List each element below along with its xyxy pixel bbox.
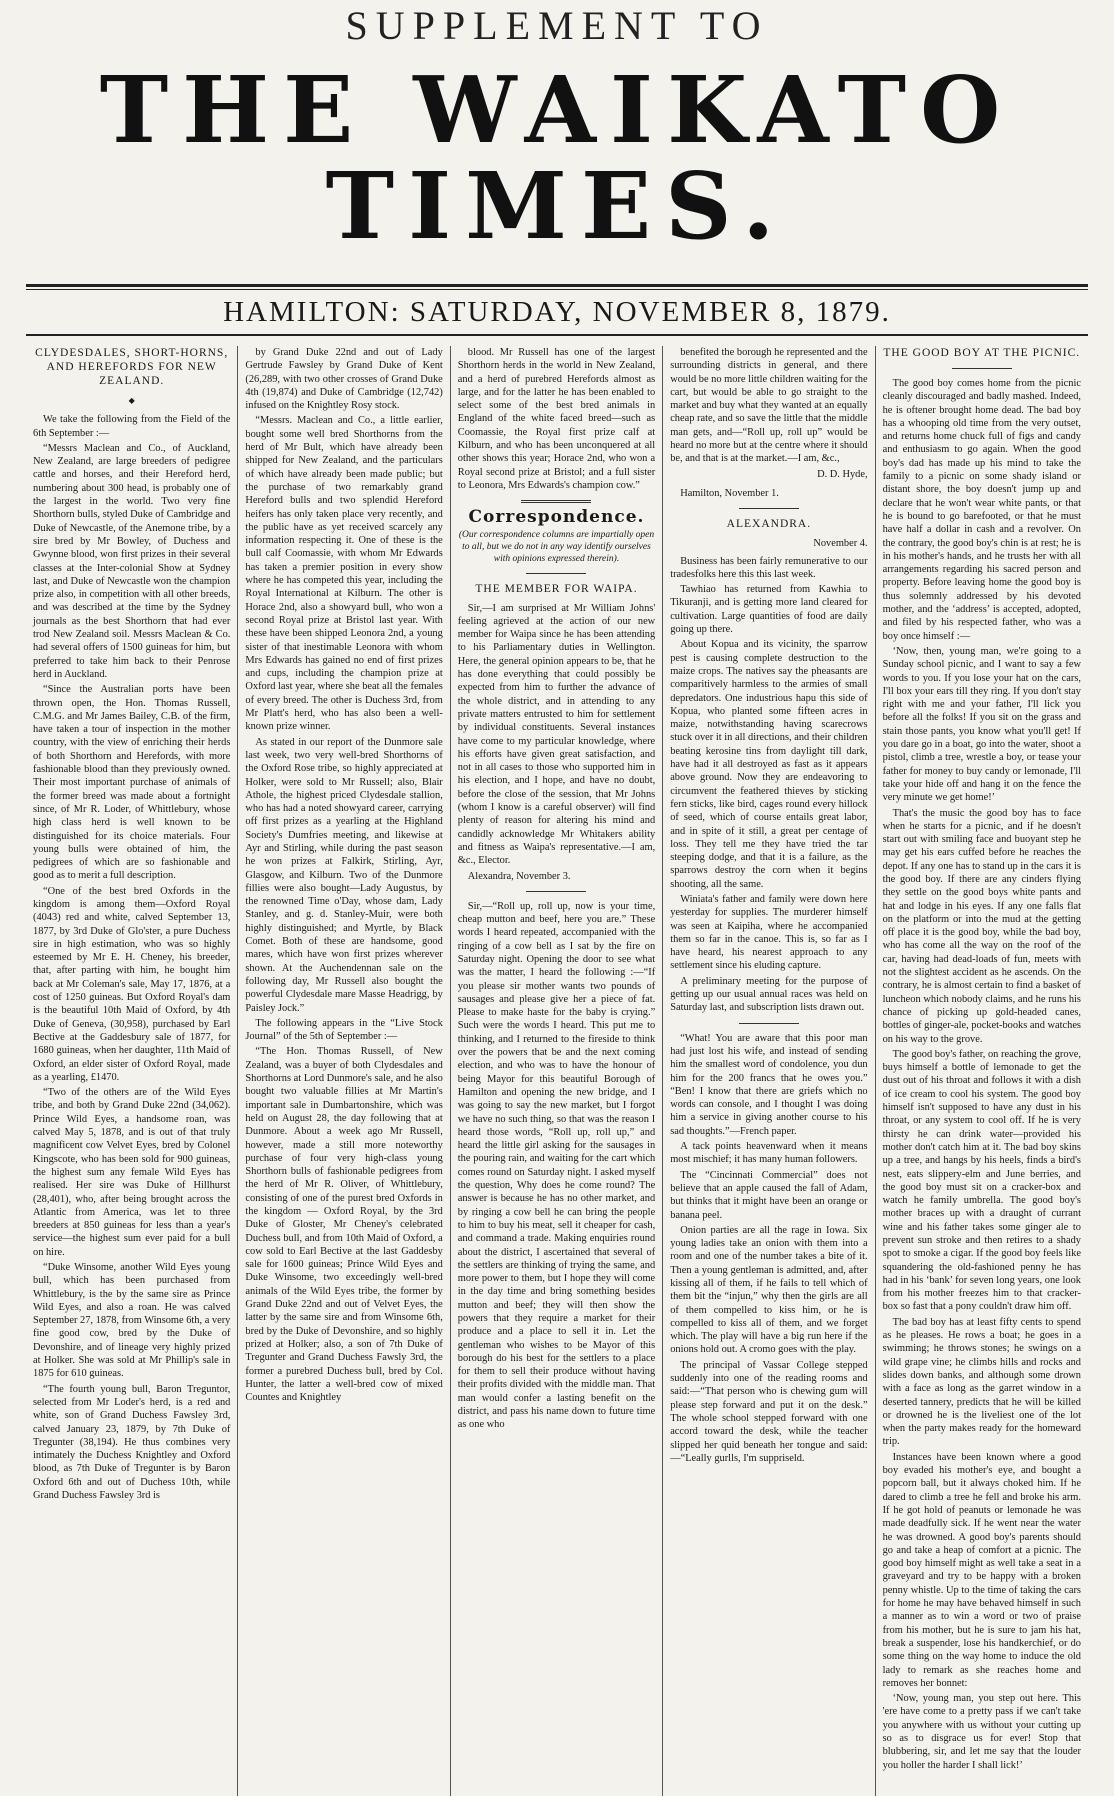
divider: [739, 508, 799, 509]
column-1: [26, 346, 238, 1796]
paragraph: benefited the borough he represented and the surrounding districts in general, and there would be no more little children waiting for the cart, but would be able to go straight to the market and buy what they wanted at an equally cheap rate, and so save the little that the middle man gets, and—“Roll up, roll up” would be heard no more but at the centre where it should be, and that is at the market.—I am, &c.,: [670, 347, 868, 465]
paragraph: As stated in our report of the Dunmore sale last week, two very well-bred Shorthorns of the Oxford Rose tribe, so highly appreciated at Holker, were sold to Mr Russell; also, Blair Athole, the highest priced Clydesdale stallion, who has had a noted showyard career, carrying off first prizes as a yearling at the Highland Society's Dumfries meeting, and likewise at Ayr and Stirling, while during the past season he won prizes at Falkirk, Stirling, Ayr, Glasgow, and Kilburn. Two of the Dunmore fillies were also bought—Lady Augustus, by the renowned Time o'Day, whose dam, Lady Stanley, and g. d. Stanley-Muir, were both highly distinguished; and Myrtle, by Black Comet. Both of these are handsome, good mares, which have won first prizes wherever shown. At the Auchendennan sale on the following day, Mr Russell also bought the powerful Clydesdale mare Masse Headrigg, by Paisley Jock.”: [245, 736, 443, 1014]
masthead-rule: [26, 284, 1088, 287]
section-title: Correspondence.: [468, 507, 645, 528]
col3-body-top: [458, 346, 655, 492]
masthead-title: THE WAIKATO TIMES.: [99, 56, 1015, 260]
letter-body: [458, 602, 655, 883]
paragraph: Sir,—“Roll up, roll up, now is your time, cheap mutton and beef, here you are.” These words I heard repeated, accompanied with the ringing of a cow bell as I sat by the fire on Saturday night. Opening the door to see what was the matter, I heard the following :—“If you please sir mother wants two pounds of sausages and please give her a piece of fat. Please to make haste for the baby is crying.” Such were the words I heard. This put me to thinking, and I returned to the fireside to think over the powers that be and the next coming election, and who was to have the honour of being Mayor for this beautiful Borough of Hamilton and opening the new bridge, and I was going to say the new market, but I forgot we have no such thing, so that was the reason I heard those words, “Roll up, roll up,” and heard the little girl asking for the sausages in the pouring rain, and waiting for the cart which comes round on Saturday night. I asked myself the question, Why does he come round? The answer is because he has no other market, and by ringing a cow bell he can bring the people to him to buy his meat, sell it cheaper for cash, and command a trade. Making enquiries round about the district, I ascertained that several of the settlers are thinking of trying the same, and more power to them, but I hope they will come in the day time and bring something besides mutton and beef; they will then show the powers that they require a market for their produce and a place to sell it in. Let the gentleman who wishes to be Mayor of this borough do his best for the settlers to a place for them to sell their produce without having their profits divided with the middle man. That man would confer a lasting benefit on the district, and pass his name down to future time as one who: [457, 900, 656, 1431]
col4-body-top: [670, 346, 867, 466]
divider: [952, 368, 1012, 369]
paragraph: We take the following from the Field of the 6th September :—: [33, 414, 231, 439]
column-5: [876, 346, 1088, 1796]
paragraph: “What! You are aware that this poor man had just lost his wife, and instead of sending him the smallest word of condolence, you dun him for the 200 francs that he owes you.” “Ben! I know that there are griefs which no words can console, and I thought I was doing him a service in giving another course to his sad thoughts.”—French paper.: [670, 1032, 868, 1137]
paragraph: The good boy comes home from the picnic cleanly discouraged and badly mashed. Indeed, he is oftener brought home dead. The bad boy has a whooping old time from the very outset, and returns home chuck full of figs and candy and enthusiasm to go again. When the good boy's dad has made up his mind to take the family to a picnic on some shady island or distant shore, the boy doesn't jump up and declare that he won't wear white pants, or that he is bound to go barefooted, or that he must have half a dollar in cash and a revolver. On the contrary, the good boy's chin is at rest; he is in his mother's hands, and he trusts her with all arrangements regarding his sacred person and property. Before leaving home the good boy is thus solemnly addressed by his devoted mother, and the ‘address’ is accepted, adopted, and filed by his respected father, who was a boy once himself :—: [882, 378, 1081, 642]
paragraph: A preliminary meeting for the purpose of getting up our usual annual races was held on Saturday last, and subscription lists drawn out.: [670, 975, 868, 1014]
diamond-ornament-icon: ◆: [128, 396, 135, 405]
col5-body: [883, 377, 1081, 1772]
paragraph: ‘Now, young man, you step out here. This 'ere have come to a pretty pass if we can't take you anywhere with us without your cutting up so as to disgrace us for ever! Stop that blubbering, sir, and let me say that the louder you holler the harder I shall lick!’: [882, 1693, 1081, 1771]
col4-body-bottom: [670, 1032, 867, 1466]
paragraph: Winiata's father and family were down here yesterday for supplies. The murderer himself was seen at Kaipiha, where he accompanied them so far in the canoe. This is, so far as I have heard, his nearest approach to any settlement since his eluding capture.: [670, 893, 868, 972]
paragraph: “One of the best bred Oxfords in the kingdom is among them—Oxford Royal (4043) red and white, calved September 13, 1877, by 3rd Duke of Glo'ster, a pure Duchess sire in high estimation, who was so highly esteemed by Mr E. H. Cheney, his breeder, that, after parting with him, he bought him back at Mr Coleman's sale, May 17, 1876, at a cost of 1250 guineas. But Oxford Royal's dam is the beautiful 10th Maid of Oxford, by 4th Duke of Geneva, (30,958), purchased by Earl Bective at the Gaddesbury sale of 1877, for 1680 guineas, when her daughter, 11th Maid of Oxford, an elder sister of Oxford Royal, made as a yearling, £1470.: [33, 885, 231, 1083]
divider: [739, 1023, 799, 1024]
paragraph: “Messrs Maclean and Co., of Auckland, New Zealand, are large breeders of pedigree cattle and horses, and their Hereford herd, numbering about 300 head, is probably one of the largest in the world. Two very fine Shorthorn bulls, styled Duke of Cambridge and Duke of Newcastle, of the Anemone tribe, by a sire bred by Mr Bowley, of Duchess and Gwynne blood, won first prizes in their several classes at the Inter-colonial Show at Sydney last, and Duke of Newcastle won the champion prize also, in competition with all other breeds, and was described at the time by the Sydney journals as the best Shorthorn that had ever trod New Zealand soil. Messrs Maclean & Co. had several offers of 1500 guineas for him, but preferred to take him back to their Penrose herd in Auckland.: [33, 442, 231, 680]
paragraph: Alexandra, November 3.: [467, 870, 571, 882]
letter-heading: THE MEMBER FOR WAIPA.: [475, 582, 638, 595]
paragraph: The good boy's father, on reaching the grove, buys himself a bottle of lemonade to get the dust out of his throat and follows it with a dish of ice cream to cool his system. The good boy himself isn't supposed to have any dust in his throat, or any system to cool off. If he is very thirsty he can drink water—provided his mother don't catch him at it. The bad boy skins up a tree, and hangs by his heels, finds a bird's nest, eats slippery-elm and June berries, and the good boy must sit on a cracker-box and watch he family umbrella. The good boy's mother braces up with a draught of currant wine and his father takes some ginger ale to prevent sun stroke and then retires to a shady spot to smoke a cigar. If the good boy feels like squandering the old-fashioned penny he has had in his ‘bank’ for seven long years, one look from his mother freezes him to that cracker-box so fast that a pony couldn't draw him off.: [882, 1048, 1081, 1313]
dateline: HAMILTON: SATURDAY, NOVEMBER 8, 1879.: [223, 296, 891, 328]
masthead-rule-thin: [26, 289, 1088, 290]
paragraph: The following appears in the “Live Stock Journal” of the 5th of September :—: [245, 1017, 443, 1043]
article-heading: THE GOOD BOY AT THE PICNIC.: [883, 347, 1081, 359]
divider: [526, 891, 586, 892]
paragraph: “The Hon. Thomas Russell, of New Zealand, was a buyer of both Clydesdales and Shorthorns at Lord Dunmore's sale, and he also bought two valuable fillies at Mr Martin's important sale in Dumbartonshire, which was held on August 28, the day following that at Dunmore. About a week ago Mr Russell, however, made a still more noteworthy purchase of four very high-class young Shorthorn bulls of fashionable pedigrees from the herd of Mr R. Oliver, of Whittlebury, consisting of one of the purest bred Oxfords in the kingdom — Oxford Royal, by the 3rd Duke of Gloster, Mr Cheney's celebrated Duchess bull, and from 10th Maid of Oxford, a cow sold to Earl Bective at the last Gaddesby sale for 1600 guineas; Prince Wild Eyes and Duke Winsome, two exceedingly well-bred animals of the Wild Eyes tribe, the former by Grand Duke 22nd and out of Velvet Eyes, the latter by the same sire and from Winsome 6th, bred by the Duke of Devonshire, and so highly prized at Holker; also, a son of 7th Duke of Tregunter and Grand Duchess Fawsly 3rd, the former a purebred Duchess bull, bred by Col. Hunter, the latter a well-bred cow of mixed Countes and Knightley: [245, 1046, 443, 1404]
dateline-rule: [26, 334, 1088, 336]
section-note: (Our correspondence columns are impartially open to all, but we do not in any way identify ourselves with opinions expressed therein).: [458, 529, 655, 564]
col4-body-mid: [670, 555, 867, 1015]
sign-place: Hamilton, November 1.: [680, 487, 779, 499]
paragraph: ‘Now, then, young man, we're going to a Sunday school picnic, and I want to say a few words to you. If you lose your hat on the cars, I'll box your ears till they ring. If you don't stay right with me and your father, I'll lick you before all the folks! If you sit on the grass and stain those pants, you know what you'll get! If you dare go in a boat, go into the water, shoot a pistol, climb a tree, wrestle a boy, or tease your father for money to buy candy or lemonade, I'll take your hide off and hang it on the fence the very minute we get home!’: [882, 645, 1081, 804]
column-4: [663, 346, 875, 1796]
paragraph: “Duke Winsome, another Wild Eyes young bull, which has been purchased from Whittlebury, is the by the same sire as Prince Wild Eyes, and also a roan. He was calved September 27, 1878, from Winsome 6th, a very fine good cow, bred by the Duke of Devonshire, and of lineage very highly prized at Holker. She was sold at Mr Phillip's sale in 1875 for 610 guineas.: [33, 1262, 231, 1380]
col1-body: [33, 413, 230, 1502]
paragraph: “Two of the others are of the Wild Eyes tribe, and both by Grand Duke 22nd (34,062). Prince Wild Eyes, a handsome roan, was calved May 5, 1878, and is out of that truly magnificent cow Velvet Eyes, bred by Colonel Kingscote, who has been sold for 900 guineas, the highest sum any female Wild Eyes has realised. Her sire was Duke of Hillhurst (28,401), who, after being brought across the Atlantic from America, was let to three breeders at 850 guineas for less than a year's service—the highest sum ever paid for a bull on hire.: [33, 1087, 231, 1258]
paragraph: A tack points heavenward when it means most mischief; it has many human followers.: [670, 1141, 868, 1166]
article-heading: CLYDESDALES, SHORT-HORNS, AND HEREFORDS FOR NEW ZEALAND.: [35, 347, 229, 387]
column-3: [451, 346, 663, 1796]
divider: [526, 573, 586, 574]
paragraph: Tawhiao has returned from Kawhia to Tikuranji, and is getting more land cleared for cultivation. Large quantities of food are daily going up there.: [670, 584, 868, 636]
paragraph: The bad boy has at least fifty cents to spend as he pleases. He rows a boat; he goes in a swimming; he throws stones; he swings on a wild grape vine; he climbs hills and rocks and slides down banks, and although some drown with a face as long as the garret window in a deserted tannery, predicts that he will be killed or drowned he is the liveliest one of the lot when the party makes ready for the homeward trip.: [882, 1316, 1081, 1448]
paragraph: The “Cincinnati Commercial” does not believe that an apple caused the fall of Adam, but thinks that it might have been an orange or banana peel.: [670, 1169, 868, 1221]
column-2: [238, 346, 450, 1796]
paragraph: That's the music the good boy has to face when he starts for a picnic, and if he doesn't start out with smiling face and buoyant step he may get his ears cuffed before he reaches the depot. If any one has to stand up in the cars it is the good boy. If there are any cinders flying they settle on the good boys white pants and hat and lodge in his eyes. If any one falls flat on the platform or into the mud at the getting off place it is the good boy, while the bad boy, who has come all the way on the roof of the car, having had dead-loads of fun, meets with not the slightest accident as he ascends. On the contrary, he is almost certain to find a basket of luncheon which nobody claims, and he runs his chance of picking up gold-headed canes, bottles of ginger-ale, pocket-books and watches on his way to the grove.: [882, 807, 1081, 1045]
section-heading: ALEXANDRA.: [726, 518, 812, 531]
paragraph: Instances have been known where a good boy evaded his mother's eye, and bought a popcorn ball, but it always choked him. If he dared to climb a tree he fell and broke his arm. If he got hold of peanuts or lemonade he was made deadfully sick. If he went near the water he was drowned. A good boy's parents should go and take a heap of comfort at a picnic. The good boy himself might as well take a seat in a graveyard and try to be happy with a broken penny whistle. Up to the time of taking the cars for home he may have behaved himself in such a manner as to win a word or two of praise from his mother, but he is sure to jam his hat, break a suspender, lose his handkerchief, or do some thing on the way home to induce the old lady to remark as she reaches home and removes her bonnet:: [882, 1451, 1081, 1689]
signature: D. D. Hyde,: [817, 468, 868, 480]
article-columns: [26, 346, 1088, 1796]
paragraph: blood. Mr Russell has one of the largest Shorthorn herds in the world in New Zealand, and a herd of purebred Herefords almost as large, and for the latter he has been enabled to select some of the best bred animals in England of the white faced breed—such as Coomassie, the Royal first prize calf at Kilburn, and who has been unconquered at all other shows this year; Horace 2nd, who won a Royal second prize at Bristol; and a full sister to Leonora, Mrs Edwards's champion cow.”: [457, 347, 656, 491]
paragraph: “Since the Australian ports have been thrown open, the Hon. Thomas Russell, C.M.G. and Mr James Bailey, C.B. of the firm, have taken a tour of inspection in the mother country, with the view of enriching their herds of both Shorthorn and Herefords, with more fashionable blood than they previously owned. Their most important purchase of animals of the former breed was made about a fortnight since, of Mr R. Loder, of Whittlebury, whose high class herd is well known to be distinguished for its choice materials. Four young bulls were obtained of him, the pedigrees of which are so fashionable and good as to merit a full description.: [33, 684, 231, 882]
paragraph: Business has been fairly remunerative to our tradesfolks here this this last week.: [670, 555, 868, 580]
col3-body-bottom: [458, 900, 655, 1432]
col2-body: [245, 346, 442, 1404]
paragraph: The principal of Vassar College stepped suddenly into one of the reading rooms and said:—“That person who is chewing gum will please step forward and put it on the desk.” The whole school stepped forward with one accord toward the desk, while the teacher slipped her quid beneath her tongue and said:—“Leally gurlls, I'm suppriseld.: [670, 1359, 868, 1464]
supplement-line: SUPPLEMENT TO: [345, 3, 769, 48]
paragraph: About Kopua and its vicinity, the sparrow pest is causing complete destruction to the maize crops. The natives say the pheasants are comparitively harmless to the armies of small depredators. One industrious hapu this side of Kopua, who planted some fifteen acres in maize, notwithstanding having scarecrows stuck over it in all directions, and their children beating kerosine tins from daylight till dark, have had it all destroyed as fast as it appears above ground. Now they are endeavoring to circumvent the feathered thieves by sticking fern sticks, like bird, cages round every hillock of seed, which of course entails great labor, and in spite of it still, a great per centage of loss. They tell me they have tried the tar steeping dodge, and that it is a failure, as the sparrows destroy the corn when it begins shooting, all the same.: [670, 639, 868, 890]
paragraph: “The fourth young bull, Baron Treguntor, selected from Mr Loder's herd, is a red and white, son of Grand Duchess Fawsley 3rd, calved January 23, 1879, by 7th Duke of Tregunter (38,194). He thus combines very intimately the Duchess Knightley and Oxford blood, as 7th Duke of Tregunter is by Baron Oxford 6th and out of Duchess 10th, while Grand Duchess Fawsley 3rd is: [33, 1383, 231, 1502]
section-date: November 4.: [813, 538, 868, 550]
paragraph: Sir,—I am surprised at Mr William Johns' feeling agrieved at the action of our new member for Waipa since he has been attending to his Parliamentary duties in Wellington. Here, the general opinion appears to be, that he has done everything that could possibly be expected from him to further the advance of the whole district, and in attending to any private matters entrusted to him for settlement by individual constituents. Several instances have come to my particular knowledge, where his efforts have given great satisfaction, and not in all cases to those who supported him in his election, and I hope, and have no doubt, before the close of the session, that Mr Johns (whom I know is a careful observer) will find plenty of reason for altering his mind and candidly acknowledge Mr Whitakers ability and fitness as Waipa's representative.—I am, &c., Elector.: [457, 602, 656, 867]
paragraph: Onion parties are all the rage in Iowa. Six young ladies take an onion with them into a room and one of the number takes a bite of it. Then a young gentleman is admitted, and, after kissing all of them, if he fails to tell which of them bit the “injun,” why then the girls are all of them compelled to kiss him, or he is compelled to kiss all of them, and we forget which. The play will have a big run here if the onions hold out. A cromo goes with the play.: [670, 1224, 868, 1356]
paragraph: by Grand Duke 22nd and out of Lady Gertrude Fawsley by Grand Duke of Kent (26,289, with two other crosses of Grand Duke 4th (19,874) and Duke of Cambridge (12,742) infused on the Knightley Rosy stock.: [245, 347, 443, 412]
section-rule: [521, 500, 591, 503]
paragraph: “Messrs. Maclean and Co., a little earlier, bought some well bred Shorthorns from the herd of Mr Bult, which have already been shipped for New Zealand, and the particulars of which have already been made public; but the purchase of two remarkably grand Hereford bulls and two splendid Hereford heifers has only taken place very recently, and the public have as yet received scarcely any information respecting it. One of these is the bull calf Coomassie, with whom Mr Edwards has taken a premier position in every show where he has competed this year, including the Royal International at Kilburn. The other is Horace 2nd, also a showyard bull, who won a second Royal prize at Bristol last year. With these have been shipped Leonora 2nd, a young sister of that inestimable Leonora with whom Mrs Edwards has gained no end of first prizes and cups, including the champion prize at Oxford last year, where she beat all the females of every breed. The other is Duchess 3rd, from Mr Platt's herd, who has also been a well-known prize winner.: [245, 415, 443, 733]
